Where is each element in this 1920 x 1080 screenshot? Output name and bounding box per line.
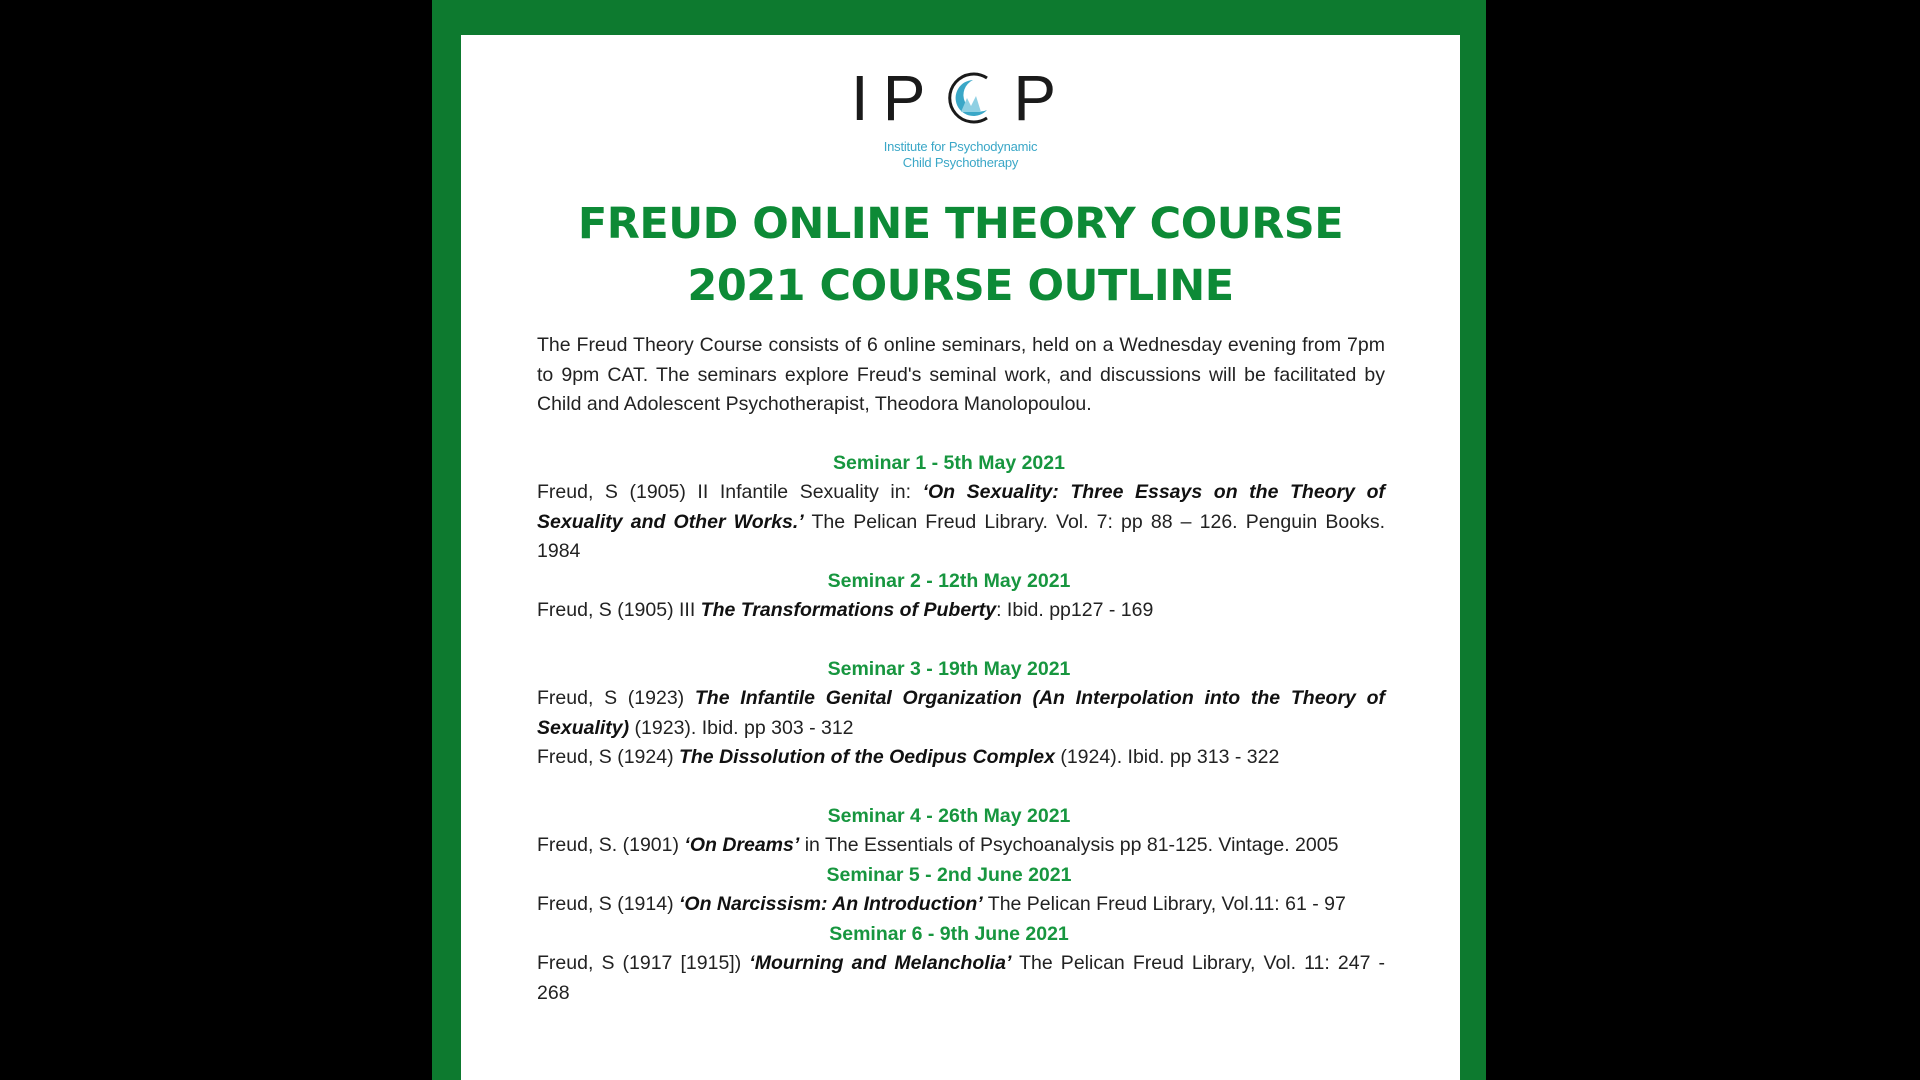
logo-subtitle-line2: Child Psychotherapy [902, 155, 1019, 170]
ipcp-logo [461, 63, 1460, 171]
seminar-title: Seminar 4 - 26th May 2021 [827, 804, 1071, 827]
page-title-line1: FREUD ONLINE THEORY COURSE [577, 199, 1344, 249]
logo-letter-i: I [850, 62, 883, 134]
logo-letter-p2: P [1013, 62, 1071, 134]
seminar-title: Seminar 3 - 19th May 2021 [827, 657, 1071, 680]
seminar-5 [537, 861, 1385, 920]
seminar-1 [537, 449, 1385, 567]
logo-subtitle-line1: Institute for Psychodynamic [883, 139, 1038, 154]
green-frame [432, 0, 1486, 1080]
intro-paragraph: The Freud Theory Course consists of 6 online seminars, held on a Wednesday evening from 7pm to 9pm CAT. The seminars explore Freud's seminal work, and discussions will be facilitated by Child and Adolescent Psychotherapist, Theodora Manolopoulou. [537, 334, 1385, 415]
logo-letter-p: P [882, 62, 940, 134]
seminar-title: Seminar 2 - 12th May 2021 [827, 569, 1071, 592]
seminar-title: Seminar 1 - 5th May 2021 [833, 451, 1065, 474]
seminar-title: Seminar 5 - 2nd June 2021 [826, 863, 1072, 886]
seminar-4 [537, 802, 1385, 861]
reading-reference: Freud, S (1905) II Infantile Sexuality in: ‘On Sexuality: Three Essays on the Theory of Sexuality and Other Works.’ The Pelican Freud Library. Vol. 7: pp 88 – 126. Penguin Books. 1984 [537, 481, 1385, 562]
page-title-line2: 2021 COURSE OUTLINE [687, 261, 1234, 311]
course-content [537, 331, 1407, 1008]
reading-reference: Freud, S (1914) ‘On Narcissism: An Introduction’ The Pelican Freud Library, Vol.11: 61 - 97 [537, 893, 1346, 915]
logo-c-moon-icon [943, 68, 999, 128]
course-outline-document [461, 35, 1460, 1080]
seminar-3 [537, 655, 1407, 773]
page-title [461, 193, 1460, 317]
seminar-2 [537, 567, 1385, 626]
logo-wordmark [851, 63, 1070, 133]
seminar-title: Seminar 6 - 9th June 2021 [829, 922, 1069, 945]
reading-reference: Freud, S. (1901) ‘On Dreams’ in The Essentials of Psychoanalysis pp 81-125. Vintage. 2005 [537, 834, 1339, 856]
logo-subtitle [461, 139, 1460, 171]
reading-reference: Freud, S (1924) The Dissolution of the Oedipus Complex (1924). Ibid. pp 313 - 322 [537, 746, 1280, 768]
reading-reference: Freud, S (1905) III The Transformations of Puberty: Ibid. pp127 - 169 [537, 599, 1154, 621]
seminar-6 [537, 920, 1385, 1009]
reading-reference: Freud, S (1923) The Infantile Genital Organization (An Interpolation into the Theory of Sexuality) (1923). Ibid. pp 303 - 312 [537, 687, 1407, 739]
reading-reference: Freud, S (1917 [1915]) ‘Mourning and Melancholia’ The Pelican Freud Library, Vol. 11: 247 - 268 [537, 952, 1385, 1004]
